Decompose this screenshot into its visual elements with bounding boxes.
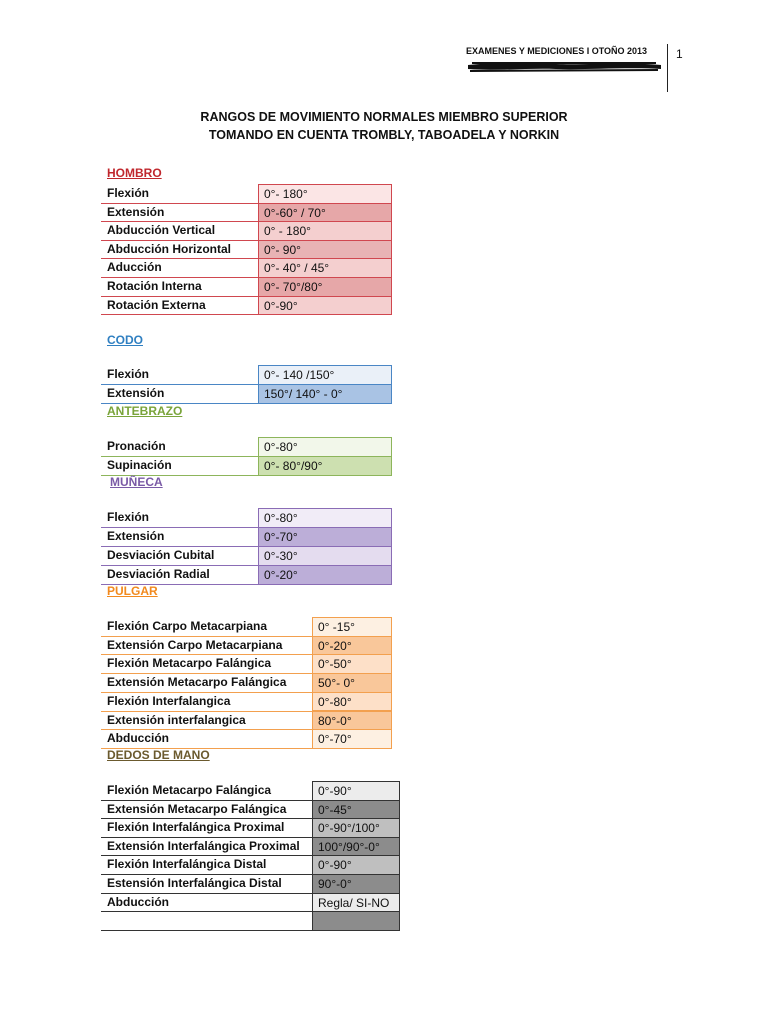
- hombro-value-cell: 0°- 40° / 45°: [258, 258, 392, 278]
- pulgar-value-cell: 0°-80°: [312, 692, 392, 712]
- dedos-row-label: Extensión Metacarpo Falángica: [107, 801, 287, 816]
- dedos-value-cell: 0°-90°: [312, 855, 400, 875]
- hombro-value-cell: 0° - 180°: [258, 221, 392, 241]
- section-title-codo: CODO: [107, 333, 143, 347]
- hombro-value-cell: 0°- 90°: [258, 240, 392, 260]
- antebrazo-row-label: Pronación: [107, 439, 166, 453]
- antebrazo-value-cell: 0°- 80°/90°: [258, 456, 392, 476]
- hombro-row-label: Extensión: [107, 204, 165, 219]
- document-header: EXAMENES Y MEDICIONES I OTOÑO 2013: [466, 46, 648, 56]
- hombro-value-cell: 0°-60° / 70°: [258, 203, 392, 223]
- hombro-row-divider: [101, 314, 258, 315]
- muneca-value-cell: 0°-70°: [258, 527, 392, 547]
- muneca-row-label: Desviación Cubital: [107, 548, 215, 562]
- pulgar-value-cell: 50°- 0°: [312, 673, 392, 693]
- pulgar-value-cell: 0°-20°: [312, 636, 392, 656]
- page-number: 1: [676, 47, 683, 61]
- muneca-row-label: Desviación Radial: [107, 567, 210, 581]
- dedos-row-label: Estensión Interfalángica Distal: [107, 876, 282, 890]
- pulgar-row-label: Flexión Carpo Metacarpiana: [107, 619, 268, 633]
- document-title-line-2: TOMANDO EN CUENTA TROMBLY, TABOADELA Y NORKIN: [208, 128, 560, 142]
- hombro-row-label: Rotación Interna: [107, 279, 202, 293]
- section-title-muneca: MUÑECA: [110, 475, 163, 489]
- pulgar-row-label: Extensión Metacarpo Falángica: [107, 675, 287, 690]
- section-title-dedos: DEDOS DE MANO: [107, 748, 210, 762]
- muneca-row-label: Extensión: [107, 529, 165, 543]
- codo-row-label: Flexión: [107, 367, 150, 381]
- hombro-value-cell: 0°- 180°: [258, 184, 392, 204]
- section-title-antebrazo: ANTEBRAZO: [107, 404, 183, 418]
- antebrazo-value-cell: 0°-80°: [258, 437, 392, 457]
- codo-value-cell: 150°/ 140° - 0°: [258, 384, 392, 404]
- hombro-row-label: Abducción Horizontal: [107, 241, 231, 256]
- codo-row-label: Extensión: [107, 386, 165, 400]
- dedos-value-cell: 90°-0°: [312, 874, 400, 894]
- dedos-value-cell: [312, 911, 400, 931]
- dedos-row-divider: [101, 911, 312, 912]
- pulgar-row-label: Flexión Interfalangica: [107, 693, 231, 708]
- pulgar-row-label: Abducción: [107, 731, 169, 746]
- dedos-value-cell: 0°-90°: [312, 781, 400, 801]
- pulgar-row-label: Flexión Metacarpo Falángica: [107, 656, 272, 671]
- section-title-pulgar: PULGAR: [107, 584, 158, 598]
- dedos-value-cell: Regla/ SI-NO: [312, 893, 400, 913]
- dedos-value-cell: 0°-90°/100°: [312, 818, 400, 838]
- pulgar-value-cell: 80°-0°: [312, 711, 392, 731]
- hombro-row-label: Rotación Externa: [107, 297, 206, 312]
- muneca-value-cell: 0°-80°: [258, 508, 392, 528]
- codo-value-cell: 0°- 140 /150°: [258, 365, 392, 385]
- pulgar-row-label: Extensión Carpo Metacarpiana: [107, 637, 283, 652]
- dedos-row-label: Flexión Interfalángica Distal: [107, 857, 267, 872]
- hombro-value-cell: 0°-90°: [258, 296, 392, 316]
- antebrazo-row-label: Supinación: [107, 458, 172, 472]
- muneca-value-cell: 0°-20°: [258, 565, 392, 585]
- pulgar-row-label: Extensión interfalangica: [107, 712, 246, 727]
- dedos-value-cell: 0°-45°: [312, 800, 400, 820]
- dedos-row-label: Flexión Metacarpo Falángica: [107, 783, 272, 797]
- hombro-row-label: Flexión: [107, 186, 150, 200]
- pulgar-value-cell: 0°-70°: [312, 729, 392, 749]
- hombro-row-label: Aducción: [107, 260, 162, 275]
- muneca-row-label: Flexión: [107, 510, 150, 524]
- dedos-value-cell: 100°/90°-0°: [312, 837, 400, 857]
- pulgar-value-cell: 0° -15°: [312, 617, 392, 637]
- dedos-row-label: Flexión Interfalángica Proximal: [107, 820, 285, 835]
- header-separator: [667, 44, 668, 92]
- hombro-value-cell: 0°- 70°/80°: [258, 277, 392, 297]
- redacted-scribble: [466, 60, 663, 73]
- pulgar-value-cell: 0°-50°: [312, 654, 392, 674]
- section-title-hombro: HOMBRO: [107, 166, 162, 180]
- hombro-row-label: Abducción Vertical: [107, 223, 216, 238]
- dedos-row-label: Extensión Interfalángica Proximal: [107, 838, 300, 853]
- dedos-row-divider: [101, 930, 312, 931]
- muneca-value-cell: 0°-30°: [258, 546, 392, 566]
- dedos-row-label: Abducción: [107, 894, 169, 909]
- document-title-line-1: RANGOS DE MOVIMIENTO NORMALES MIEMBRO SUPERIOR: [200, 110, 568, 124]
